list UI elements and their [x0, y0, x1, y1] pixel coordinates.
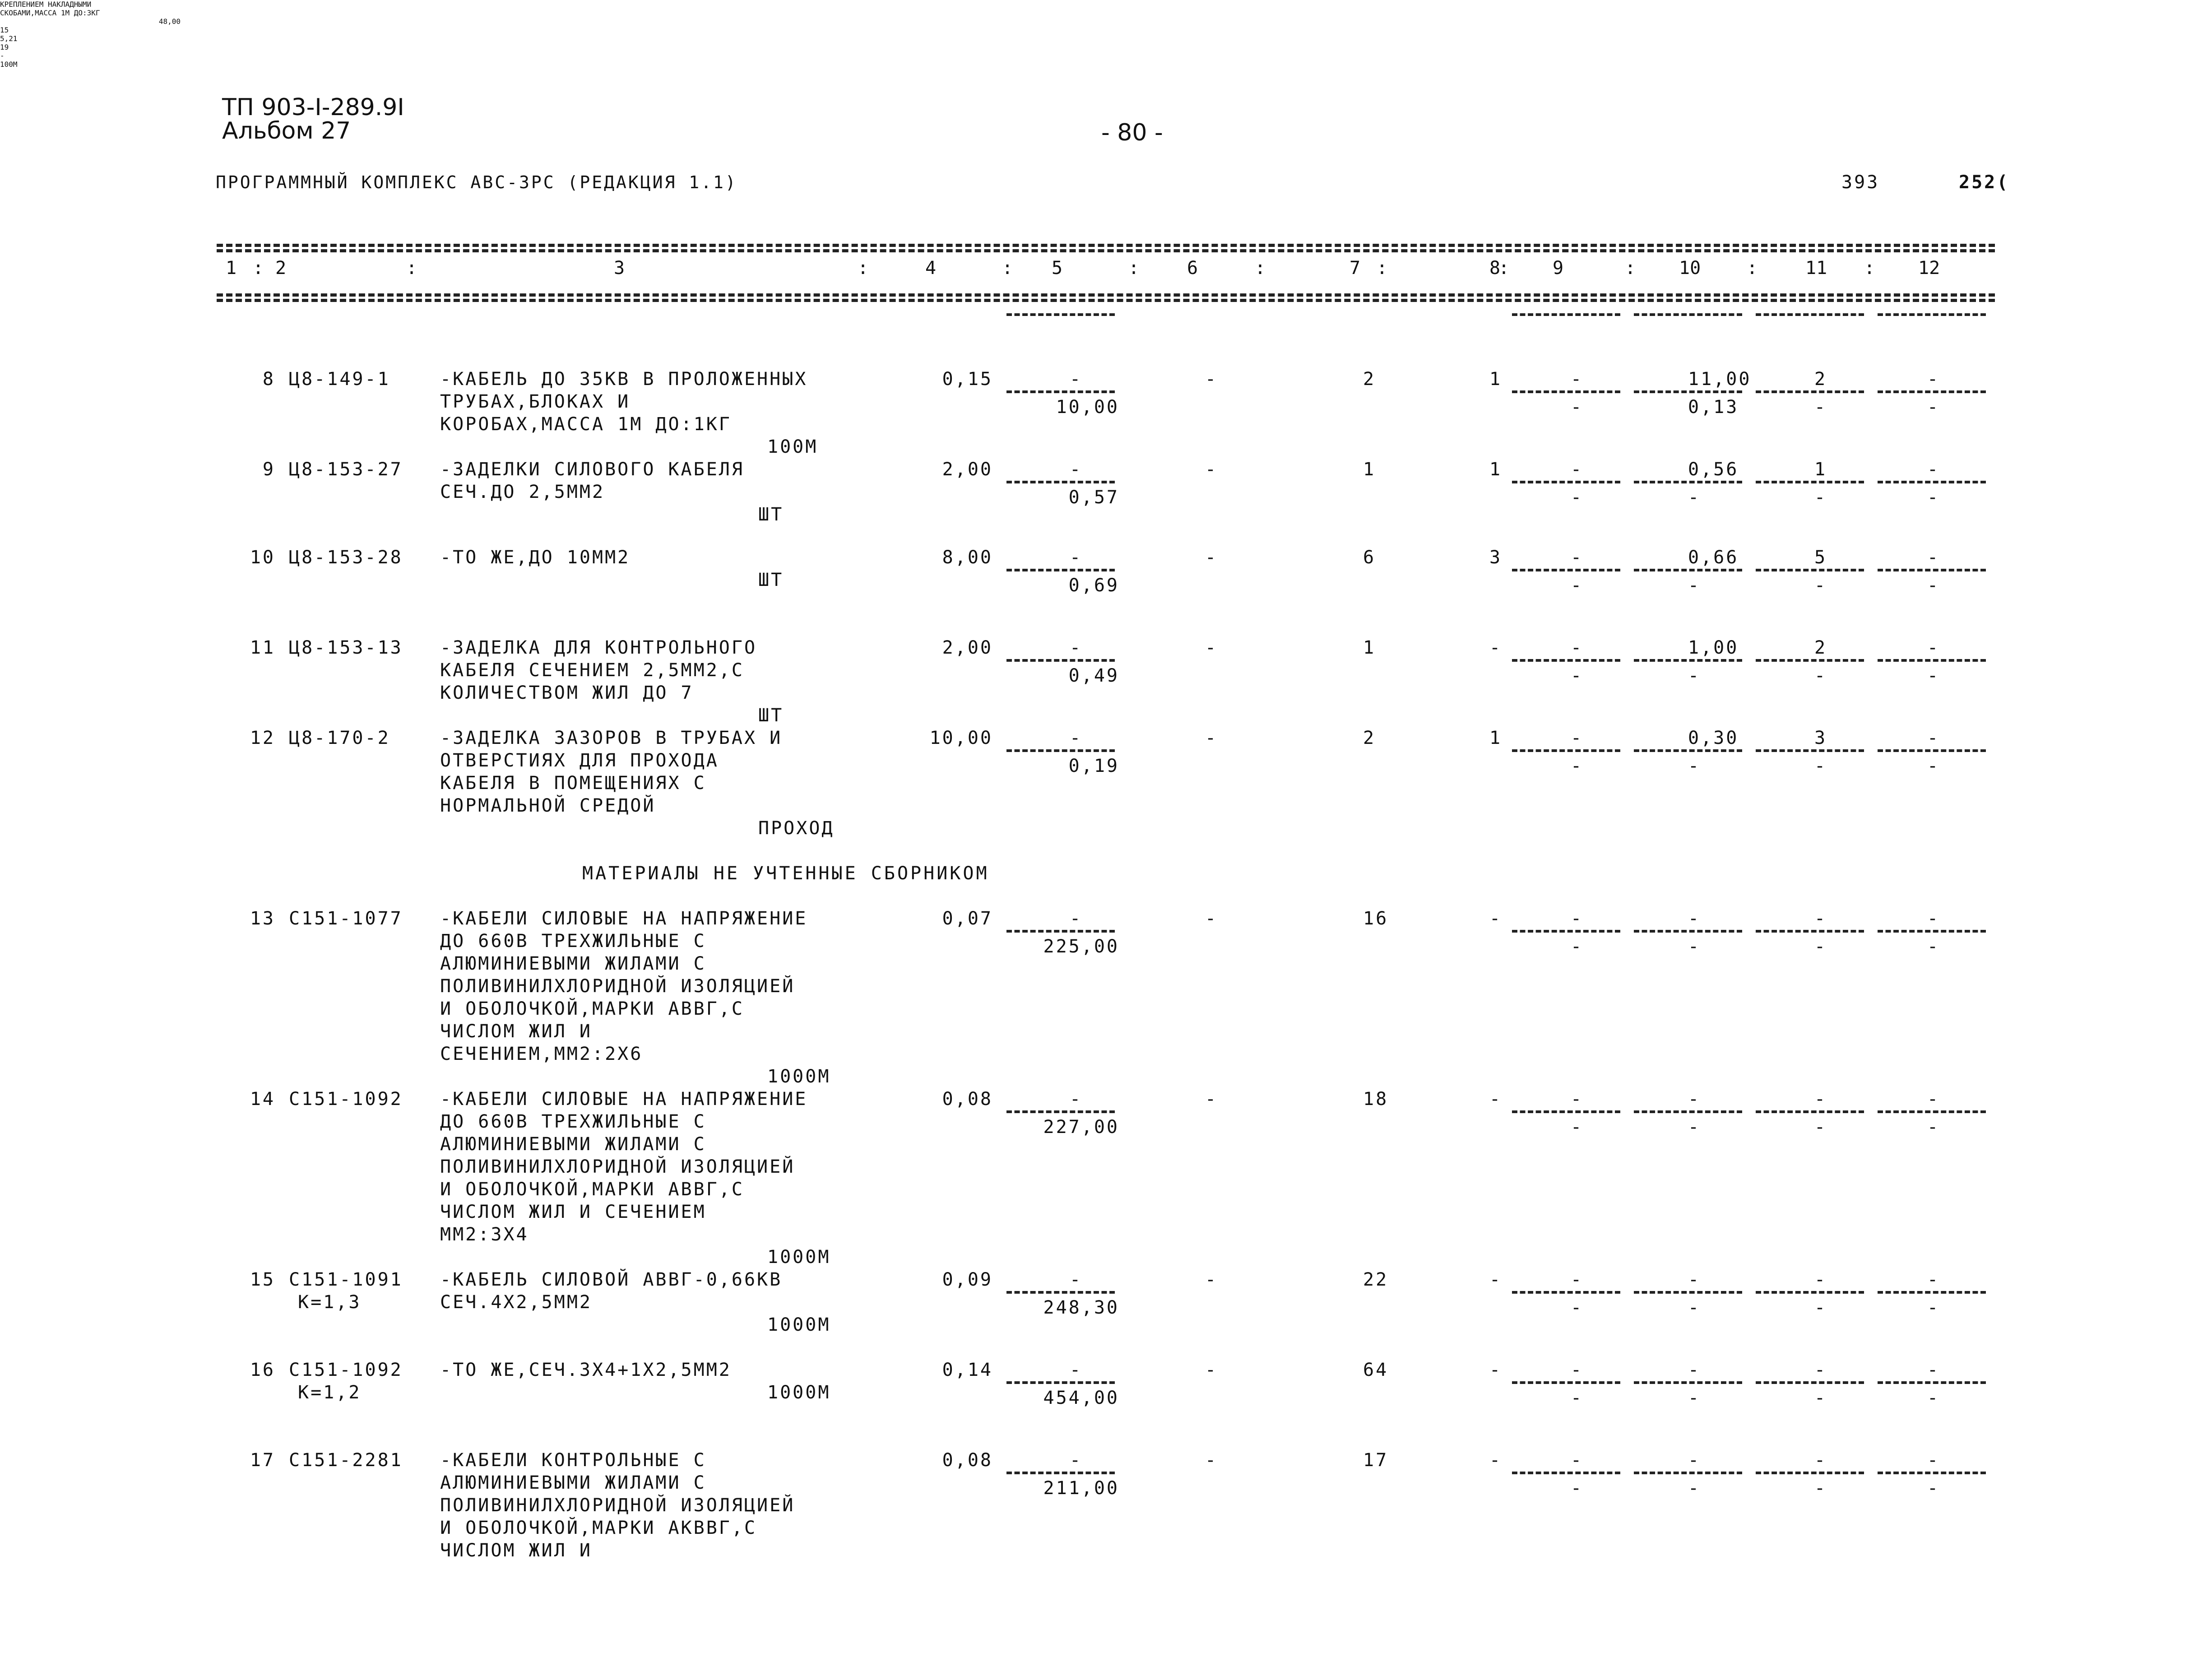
- column-separator: :: [1255, 258, 1266, 279]
- cell-col11-bottom: -: [1814, 1117, 1827, 1138]
- item-unit: ШТ: [758, 504, 784, 525]
- value-separator: [1512, 390, 1620, 393]
- column-header-6: 6: [1187, 258, 1198, 279]
- column-header-5: 5: [1052, 258, 1063, 279]
- cell-col11-bottom: -: [1814, 1388, 1827, 1408]
- item-description-line: И ОБОЛОЧКОЙ,МАРКИ АВВГ,С: [440, 1179, 744, 1200]
- column-separator: :: [1377, 258, 1388, 279]
- cell-col5-value: 0,49: [1068, 665, 1119, 686]
- cell-col11: -: [1814, 908, 1827, 929]
- cell-col5-value: 0,57: [1068, 487, 1119, 508]
- row-code: Ц8-153-27: [289, 459, 403, 480]
- value-separator: [1878, 749, 1986, 752]
- cell-col4: 0,15: [942, 369, 993, 390]
- item-description-line: СЕЧ.4Х2,5ММ2: [440, 1292, 592, 1313]
- value-separator: [1512, 1472, 1620, 1474]
- cell-col11-bottom: -: [1814, 575, 1827, 596]
- cell-col12-bottom: -: [1927, 1478, 1940, 1499]
- column-separator: :: [1498, 258, 1510, 279]
- value-separator: [1512, 930, 1620, 933]
- row-number: 9: [262, 459, 275, 480]
- cell-col11-bottom: -: [1814, 665, 1827, 686]
- item-unit: 1000М: [767, 1247, 831, 1268]
- value-separator: [1006, 1291, 1115, 1294]
- value-separator: [1756, 1381, 1864, 1384]
- column-header-7: 7: [1349, 258, 1361, 279]
- cell-col9-bottom: -: [1571, 397, 1584, 418]
- cell-col5: -: [1070, 369, 1083, 390]
- value-separator: [1634, 749, 1742, 752]
- row-code: Ц8-170-2: [289, 728, 390, 748]
- value-separator: [1006, 1381, 1115, 1384]
- value-separator: [1756, 390, 1864, 393]
- item-description-line: ТРУБАХ,БЛОКАХ И: [440, 391, 631, 412]
- item-description-line: -КАБЕЛИ СИЛОВЫЕ НА НАПРЯЖЕНИЕ: [440, 1089, 808, 1110]
- cell-col11-bottom: -: [1814, 1297, 1827, 1318]
- row-number: 17: [250, 1450, 275, 1471]
- cell-col5: -: [1070, 908, 1083, 929]
- value-separator: [1878, 1110, 1986, 1113]
- item-description-line: АЛЮМИНИЕВЫМИ ЖИЛАМИ С: [440, 953, 706, 974]
- item-description-line: -ЗАДЕЛКА ЗАЗОРОВ В ТРУБАХ И: [440, 728, 783, 748]
- value-separator: [1512, 1381, 1620, 1384]
- cell-col11-bottom: -: [1814, 936, 1827, 957]
- cell-col7: 6: [1363, 547, 1376, 568]
- cell-col12-bottom: -: [1927, 665, 1940, 686]
- cell-col10-bottom: -: [1688, 1117, 1701, 1138]
- column-header-8: 8: [1489, 258, 1501, 279]
- cell-col5: -: [1070, 459, 1083, 480]
- value-separator: [1878, 1472, 1986, 1474]
- item-description-line: -КАБЕЛИ СИЛОВЫЕ НА НАПРЯЖЕНИЕ: [440, 908, 808, 929]
- cell-col9-bottom: -: [1571, 1388, 1584, 1408]
- cell-col7: 1: [1363, 637, 1376, 658]
- cell-col8: 1: [1489, 728, 1502, 748]
- value-separator: [1512, 659, 1620, 662]
- cell-col4: 2,00: [942, 459, 993, 480]
- row-code: Ц8-153-28: [289, 547, 403, 568]
- row-number: 12: [250, 728, 275, 748]
- cell-col9: -: [1571, 637, 1584, 658]
- cell-col6: -: [1205, 908, 1218, 929]
- row-number: 15: [250, 1269, 275, 1290]
- column-header-11: 11: [1805, 258, 1827, 279]
- cell-col10: -: [1688, 1269, 1701, 1290]
- item-description-line: ЧИСЛОМ ЖИЛ И СЕЧЕНИЕМ: [440, 1202, 706, 1222]
- cell-col10-bottom: -: [1688, 1478, 1701, 1499]
- column-header-10: 10: [1679, 258, 1701, 279]
- cell-col8: 3: [1489, 547, 1502, 568]
- cell-col10-bottom: -: [1688, 487, 1701, 508]
- cell-col12-bottom: -: [1927, 397, 1940, 418]
- cell-col8: -: [1489, 1089, 1502, 1110]
- item-description-line: КОЛИЧЕСТВОМ ЖИЛ ДО 7: [440, 683, 694, 703]
- item-description-line: СЕЧ.ДО 2,5ММ2: [440, 482, 605, 502]
- column-header-4: 4: [925, 258, 937, 279]
- cell-col7: 16: [1363, 908, 1389, 929]
- cell-col11-bottom: -: [1814, 397, 1827, 418]
- value-separator: [1634, 313, 1742, 316]
- item-description-line: КРЕПЛЕНИЕМ НАКЛАДНЫМИ: [0, 0, 92, 9]
- row-number: 16: [250, 1360, 275, 1380]
- cell-col4: 0,08: [942, 1089, 993, 1110]
- row-coefficient: К=1,2: [298, 1382, 362, 1403]
- row-number: 10: [250, 547, 275, 568]
- program-title: ПРОГРАММНЫЙ КОМПЛЕКС АВС-ЗРС (РЕДАКЦИЯ 1.1): [216, 172, 737, 192]
- item-description-line: ЧИСЛОМ ЖИЛ И: [440, 1021, 592, 1042]
- cell-col10: 0,30: [1688, 728, 1739, 748]
- item-description-line: ПОЛИВИНИЛХЛОРИДНОЙ ИЗОЛЯЦИЕЙ: [440, 976, 795, 997]
- cell-col10-bottom: -: [1688, 575, 1701, 596]
- cell-col7: 2: [1363, 728, 1376, 748]
- item-unit: ШТ: [758, 570, 784, 590]
- cell-col4: 0,07: [942, 908, 993, 929]
- item-unit: ШТ: [758, 705, 784, 726]
- cell-col9-bottom: -: [1571, 1297, 1584, 1318]
- cell-col5: -: [1070, 547, 1083, 568]
- cell-col9-bottom: -: [1571, 487, 1584, 508]
- item-description-line: СЕЧЕНИЕМ,ММ2:2Х6: [440, 1044, 643, 1064]
- cell-col6: -: [1205, 637, 1218, 658]
- cell-col12: -: [1927, 1360, 1940, 1380]
- cell-col6: -: [1205, 1360, 1218, 1380]
- cell-col5-value: 225,00: [1043, 936, 1119, 957]
- value-separator: [1634, 930, 1742, 933]
- cell-col12-bottom: -: [1927, 1297, 1940, 1318]
- cell-col5-value: 48,00: [158, 17, 181, 26]
- ref-number-left: 393: [1841, 172, 1880, 193]
- value-separator: [1756, 569, 1864, 571]
- value-separator: [1512, 313, 1620, 316]
- row-number: 14: [250, 1089, 275, 1110]
- cell-col10: 5,21: [0, 34, 18, 43]
- value-separator: [1878, 1291, 1986, 1294]
- row-code: С151-1077: [289, 908, 403, 929]
- item-description-line: -ТО ЖЕ,СЕЧ.3Х4+1Х2,5ММ2: [440, 1360, 732, 1380]
- cell-col5-value: 10,00: [1056, 397, 1119, 418]
- row-number: 11: [250, 637, 275, 658]
- value-separator: [1634, 1110, 1742, 1113]
- cell-col9: -: [1571, 908, 1584, 929]
- item-description-line: КАБЕЛЯ СЕЧЕНИЕМ 2,5ММ2,С: [440, 660, 744, 681]
- cell-col10: 0,66: [1688, 547, 1739, 568]
- value-separator: [1878, 930, 1986, 933]
- cell-col10: -: [1688, 908, 1701, 929]
- cell-col8: -: [1489, 908, 1502, 929]
- item-description-line: -ТО ЖЕ,ДО 10ММ2: [440, 547, 631, 568]
- cell-col4: 0,09: [942, 1269, 993, 1290]
- value-separator: [1756, 1291, 1864, 1294]
- value-separator: [1006, 1472, 1115, 1474]
- cell-col10: 1,00: [1688, 637, 1739, 658]
- cell-col12-bottom: -: [1927, 1117, 1940, 1138]
- cell-col10: -: [1688, 1089, 1701, 1110]
- column-header-3: 3: [614, 258, 625, 279]
- cell-col9-bottom: -: [1571, 1478, 1584, 1499]
- column-header-9: 9: [1553, 258, 1564, 279]
- cell-col12: -: [1927, 1269, 1940, 1290]
- cell-col5: -: [1070, 637, 1083, 658]
- cell-col9-bottom: -: [1571, 575, 1584, 596]
- column-separator: :: [1625, 258, 1636, 279]
- ref-number-right: 252(: [1959, 172, 2010, 193]
- cell-col9-bottom: -: [1571, 756, 1584, 776]
- cell-col6: -: [1205, 728, 1218, 748]
- value-separator: [1512, 481, 1620, 483]
- item-description-line: ДО 660В ТРЕХЖИЛЬНЫЕ С: [440, 931, 706, 952]
- item-description-line: НОРМАЛЬНОЙ СРЕДОЙ: [440, 795, 656, 816]
- value-separator: [1878, 1381, 1986, 1384]
- cell-col12-bottom: -: [1927, 1388, 1940, 1408]
- value-separator: [1512, 569, 1620, 571]
- cell-col9: -: [1571, 728, 1584, 748]
- cell-col12: -: [1927, 637, 1940, 658]
- cell-col11: 2: [1814, 369, 1827, 390]
- cell-col4: 0,14: [942, 1360, 993, 1380]
- cell-col12-bottom: -: [1927, 487, 1940, 508]
- value-separator: [1756, 313, 1864, 316]
- row-coefficient: К=1,3: [298, 1292, 362, 1313]
- column-separator: :: [1002, 258, 1013, 279]
- cell-col7: 64: [1363, 1360, 1389, 1380]
- cell-col10-bottom: -: [1688, 1297, 1701, 1318]
- value-separator: [1006, 390, 1115, 393]
- item-description-line: ПОЛИВИНИЛХЛОРИДНОЙ ИЗОЛЯЦИЕЙ: [440, 1156, 795, 1177]
- cell-col9: -: [1571, 459, 1584, 480]
- cell-col4: 2,00: [942, 637, 993, 658]
- cell-col4: 8,00: [942, 547, 993, 568]
- cell-col12-bottom: -: [1927, 756, 1940, 776]
- cell-col8: -: [1489, 1450, 1502, 1471]
- cell-col7: 2: [1363, 369, 1376, 390]
- cell-col8: -: [1489, 1269, 1502, 1290]
- cell-col4: 10,00: [929, 728, 993, 748]
- item-unit: 1000М: [767, 1066, 831, 1087]
- value-separator: [1512, 1110, 1620, 1113]
- cell-col12: -: [1927, 1450, 1940, 1471]
- cell-col4: 0,08: [942, 1450, 993, 1471]
- value-separator: [1006, 569, 1115, 571]
- cell-col11: -: [1814, 1089, 1827, 1110]
- column-separator: :: [1128, 258, 1140, 279]
- cell-col6: -: [1205, 369, 1218, 390]
- cell-col6: -: [1205, 1089, 1218, 1110]
- value-separator: [1634, 659, 1742, 662]
- cell-col5: -: [1070, 1450, 1083, 1471]
- album-label: Альбом 27: [222, 117, 351, 144]
- cell-col10: 0,56: [1688, 459, 1739, 480]
- value-separator: [1634, 481, 1742, 483]
- row-code: С151-1092: [289, 1089, 403, 1110]
- cell-col9-bottom: -: [1571, 665, 1584, 686]
- value-separator: [1756, 481, 1864, 483]
- cell-col12: -: [1927, 908, 1940, 929]
- value-separator: [1878, 659, 1986, 662]
- document-code: ТП 903-I-289.9I: [222, 94, 404, 121]
- item-description-line: ММ2:3Х4: [440, 1224, 529, 1245]
- cell-col11: 1: [1814, 459, 1827, 480]
- cell-col7: 1: [1363, 459, 1376, 480]
- value-separator: [1756, 930, 1864, 933]
- cell-col10-bottom: 0,13: [1688, 397, 1739, 418]
- item-description-line: АЛЮМИНИЕВЫМИ ЖИЛАМИ С: [440, 1472, 706, 1493]
- column-header-12: 12: [1918, 258, 1940, 279]
- cell-col11: 19: [0, 43, 9, 51]
- row-code: С151-2281: [289, 1450, 403, 1471]
- value-separator: [1006, 930, 1115, 933]
- cell-col9: -: [1571, 1450, 1584, 1471]
- cell-col10: 11,00: [1688, 369, 1752, 390]
- value-separator: [1006, 481, 1115, 483]
- cell-col5-value: 227,00: [1043, 1117, 1119, 1138]
- column-header-2: 2: [275, 258, 287, 279]
- item-description-line: -КАБЕЛИ КОНТРОЛЬНЫЕ С: [440, 1450, 706, 1471]
- cell-col12: -: [1927, 728, 1940, 748]
- cell-col8: -: [1489, 1360, 1502, 1380]
- item-description-line: -ЗАДЕЛКА ДЛЯ КОНТРОЛЬНОГО: [440, 637, 757, 658]
- cell-col12: -: [1927, 459, 1940, 480]
- cell-col10-bottom: -: [1688, 936, 1701, 957]
- value-separator: [1634, 1291, 1742, 1294]
- value-separator: [1878, 313, 1986, 316]
- value-separator: [1006, 1110, 1115, 1113]
- row-number: 8: [262, 369, 275, 390]
- column-separator: :: [406, 258, 417, 279]
- cell-col10-bottom: -: [1688, 1388, 1701, 1408]
- cell-col12: -: [1927, 369, 1940, 390]
- cell-col10-bottom: -: [1688, 756, 1701, 776]
- cell-col11-bottom: -: [1814, 487, 1827, 508]
- cell-col9-bottom: -: [1571, 936, 1584, 957]
- cell-col11: -: [1814, 1450, 1827, 1471]
- cell-col5: -: [1070, 1089, 1083, 1110]
- value-separator: [1756, 749, 1864, 752]
- row-number: 13: [250, 908, 275, 929]
- value-separator: [1878, 481, 1986, 483]
- cell-col8: 1: [1489, 369, 1502, 390]
- column-separator: :: [1864, 258, 1875, 279]
- value-separator: [1634, 1472, 1742, 1474]
- cell-col9: -: [1571, 1089, 1584, 1110]
- cell-col12-bottom: -: [1927, 936, 1940, 957]
- value-separator: [1634, 1381, 1742, 1384]
- page-number: - 80 -: [1101, 119, 1163, 146]
- section-title: МАТЕРИАЛЫ НЕ УЧТЕННЫЕ СБОРНИКОМ: [582, 863, 989, 884]
- cell-col12: -: [1927, 547, 1940, 568]
- item-description-line: -ЗАДЕЛКИ СИЛОВОГО КАБЕЛЯ: [440, 459, 744, 480]
- cell-col9: 15: [0, 26, 9, 34]
- cell-col9: -: [1571, 547, 1584, 568]
- cell-col7: 18: [1363, 1089, 1389, 1110]
- cell-col9: -: [1571, 1269, 1584, 1290]
- cell-col11: -: [1814, 1269, 1827, 1290]
- value-separator: [1756, 1110, 1864, 1113]
- item-description-line: ЧИСЛОМ ЖИЛ И: [440, 1540, 592, 1561]
- cell-col9: -: [1571, 369, 1584, 390]
- cell-col5-value: 0,19: [1068, 756, 1119, 776]
- cell-col11: 5: [1814, 547, 1827, 568]
- cell-col7: 22: [1363, 1269, 1389, 1290]
- item-description-line: КОРОБАХ,МАССА 1М ДО:1КГ: [440, 414, 732, 435]
- value-separator: [1512, 1291, 1620, 1294]
- item-description-line: ДО 660В ТРЕХЖИЛЬНЫЕ С: [440, 1111, 706, 1132]
- item-description-line: СКОБАМИ,МАССА 1М ДО:3КГ: [0, 9, 100, 17]
- column-separator: :: [1747, 258, 1758, 279]
- cell-col12-bottom: -: [1927, 575, 1940, 596]
- value-separator: [1512, 749, 1620, 752]
- value-separator: [1756, 659, 1864, 662]
- cell-col11-bottom: -: [1814, 1478, 1827, 1499]
- item-description-line: -КАБЕЛЬ ДО 35КВ В ПРОЛОЖЕННЫХ: [440, 369, 808, 390]
- cell-col6: -: [1205, 459, 1218, 480]
- cell-col5: -: [1070, 1269, 1083, 1290]
- item-description-line: И ОБОЛОЧКОЙ,МАРКИ АКВВГ,С: [440, 1518, 757, 1538]
- value-separator: [1634, 569, 1742, 571]
- cell-col11-bottom: -: [1814, 756, 1827, 776]
- cell-col6: -: [1205, 1450, 1218, 1471]
- value-separator: [1756, 1472, 1864, 1474]
- column-header-1: 1: [226, 258, 237, 279]
- cell-col10-bottom: -: [1688, 665, 1701, 686]
- column-separator: :: [858, 258, 869, 279]
- value-separator: [1634, 390, 1742, 393]
- item-unit: ПРОХОД: [758, 818, 835, 839]
- row-code: Ц8-149-1: [289, 369, 390, 390]
- cell-col6: -: [1205, 547, 1218, 568]
- item-unit: 1000М: [767, 1382, 831, 1403]
- cell-col5-value: 0,69: [1068, 575, 1119, 596]
- item-description-line: КАБЕЛЯ В ПОМЕЩЕНИЯХ С: [440, 773, 706, 794]
- cell-col8: 1: [1489, 459, 1502, 480]
- cell-col8: -: [1489, 637, 1502, 658]
- cell-col5: -: [1070, 728, 1083, 748]
- cell-col5-value: 454,00: [1043, 1388, 1119, 1408]
- item-description-line: ОТВЕРСТИЯХ ДЛЯ ПРОХОДА: [440, 750, 719, 771]
- cell-col9-bottom: -: [1571, 1117, 1584, 1138]
- value-separator: [1006, 749, 1115, 752]
- row-code: Ц8-153-13: [289, 637, 403, 658]
- row-code: С151-1091: [289, 1269, 403, 1290]
- column-separator: :: [253, 258, 264, 279]
- row-code: С151-1092: [289, 1360, 403, 1380]
- value-separator: [1878, 390, 1986, 393]
- cell-col7: 17: [1363, 1450, 1389, 1471]
- item-unit: 100М: [0, 60, 18, 69]
- cell-col11: 2: [1814, 637, 1827, 658]
- item-description-line: И ОБОЛОЧКОЙ,МАРКИ АВВГ,С: [440, 998, 744, 1019]
- cell-col11: -: [1814, 1360, 1827, 1380]
- item-description-line: АЛЮМИНИЕВЫМИ ЖИЛАМИ С: [440, 1134, 706, 1155]
- value-separator: [1878, 569, 1986, 571]
- cell-col5-value: 211,00: [1043, 1478, 1119, 1499]
- item-description-line: ПОЛИВИНИЛХЛОРИДНОЙ ИЗОЛЯЦИЕЙ: [440, 1495, 795, 1516]
- cell-col10: -: [1688, 1450, 1701, 1471]
- cell-col12: -: [0, 51, 5, 60]
- cell-col12: -: [1927, 1089, 1940, 1110]
- cell-col9: -: [1571, 1360, 1584, 1380]
- cell-col5: -: [1070, 1360, 1083, 1380]
- value-separator: [1006, 313, 1115, 316]
- cell-col5-value: 248,30: [1043, 1297, 1119, 1318]
- cell-col10: -: [1688, 1360, 1701, 1380]
- item-unit: 1000М: [767, 1314, 831, 1335]
- item-unit: 100М: [767, 436, 818, 457]
- cell-col11: 3: [1814, 728, 1827, 748]
- cell-col6: -: [1205, 1269, 1218, 1290]
- item-description-line: -КАБЕЛЬ СИЛОВОЙ АВВГ-0,66КВ: [440, 1269, 783, 1290]
- value-separator: [1006, 659, 1115, 662]
